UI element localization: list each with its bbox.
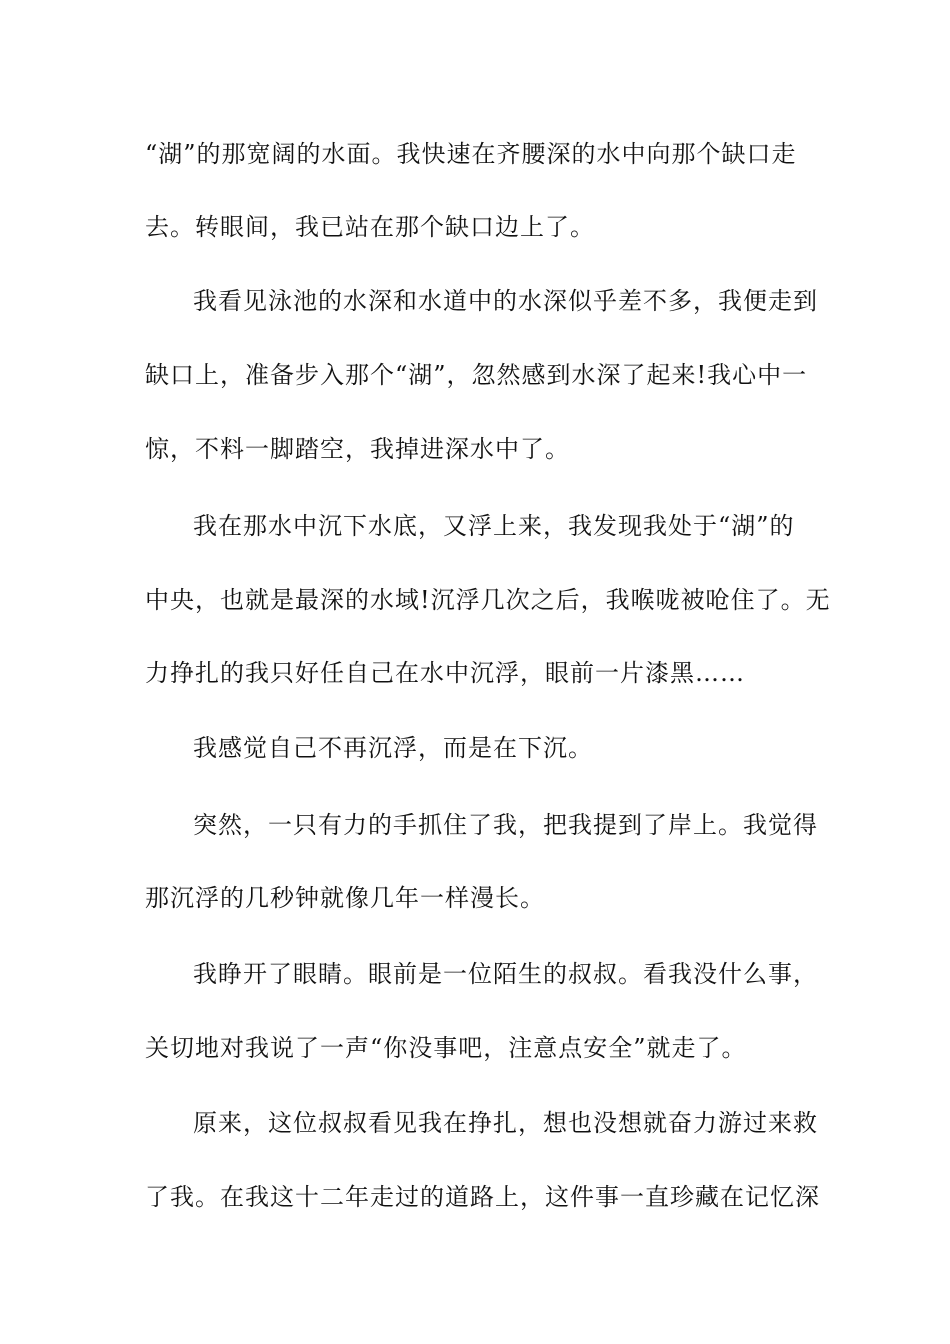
paragraph-line: 我感觉自己不再沉浮，而是在下沉。 — [193, 734, 593, 762]
text-line: 力挣扎的我只好任自己在水中沉浮，眼前一片漆黑…… — [145, 659, 745, 687]
paragraph-line: 我睁开了眼睛。眼前是一位陌生的叔叔。看我没什么事， — [193, 960, 818, 988]
text-line: 那沉浮的几秒钟就像几年一样漫长。 — [145, 884, 545, 912]
text-line: 惊，不料一脚踏空，我掉进深水中了。 — [145, 435, 570, 463]
paragraph-line: 突然，一只有力的手抓住了我，把我提到了岸上。我觉得 — [193, 811, 818, 839]
text-line: 了我。在我这十二年走过的道路上，这件事一直珍藏在记忆深 — [145, 1183, 820, 1211]
text-line: 缺口上，准备步入那个“湖”，忽然感到水深了起来!我心中一 — [145, 361, 808, 389]
paragraph-line: 我在那水中沉下水底，又浮上来，我发现我处于“湖”的 — [193, 512, 795, 540]
text-line: 关切地对我说了一声“你没事吧，注意点安全”就走了。 — [145, 1034, 747, 1062]
paragraph-line: 我看见泳池的水深和水道中的水深似乎差不多，我便走到 — [193, 287, 818, 315]
paragraph-line: 原来，这位叔叔看见我在挣扎，想也没想就奋力游过来救 — [193, 1109, 818, 1137]
text-line: 中央，也就是最深的水域!沉浮几次之后，我喉咙被呛住了。无 — [145, 586, 831, 614]
text-line: “湖”的那宽阔的水面。我快速在齐腰深的水中向那个缺口走 — [145, 140, 797, 168]
text-line: 去。转眼间，我已站在那个缺口边上了。 — [145, 213, 595, 241]
